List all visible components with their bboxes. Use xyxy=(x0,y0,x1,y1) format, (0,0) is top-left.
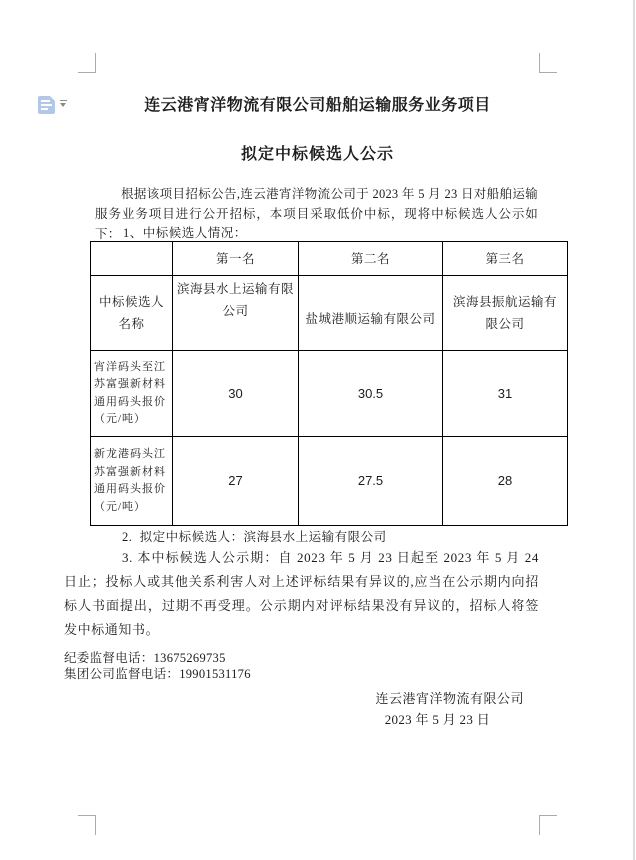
table-header-row xyxy=(91,242,568,276)
table-cell-price: 27.5 xyxy=(299,437,443,526)
table-cell-price: 31 xyxy=(443,351,568,437)
table-row-label: 宵洋码头至江苏富强新材料通用码头报价（元/吨） xyxy=(91,351,173,437)
table-row-price-xiaoyang xyxy=(91,351,568,437)
crop-mark-top-right xyxy=(539,53,557,73)
crop-mark-bottom-right xyxy=(539,815,557,835)
document-title: 连云港宵洋物流有限公司船舶运输服务业务项目 xyxy=(144,97,491,114)
list-item-2: 2. 拟定中标候选人：滨海县水上运输有限公司 xyxy=(122,530,387,544)
intro-paragraph: 根据该项目招标公告,连云港宵洋物流公司于 2023 年 5 月 23 日对船舶运输服务业务项目进行公开招标，本项目采取低价中标，现将中标候选人公示如下： xyxy=(95,187,538,241)
candidates-table xyxy=(90,241,568,526)
signature-company: 连云港宵洋物流有限公司 xyxy=(375,691,524,706)
table-cell-candidate-2: 盐城港顺运输有限公司 xyxy=(299,276,443,351)
paste-options-dropdown-arrow-icon[interactable] xyxy=(60,100,68,108)
crop-mark-bottom-left xyxy=(78,815,96,835)
table-cell-candidate-1: 滨海县水上运输有限公司 xyxy=(173,276,299,351)
table-cell-price: 30 xyxy=(173,351,299,437)
document-subtitle: 拟定中标候选人公示 xyxy=(240,146,394,163)
table-row-label: 中标候选人名称 xyxy=(91,276,173,351)
table-row-label: 新龙港码头江苏富强新材料通用码头报价（元/吨） xyxy=(91,437,173,526)
crop-mark-top-left xyxy=(78,53,96,73)
table-row-price-xinlonggang xyxy=(91,437,568,526)
table-cell-candidate-3: 滨海县振航运输有限公司 xyxy=(443,276,568,351)
notice-period-paragraph: 3. 本中标候选人公示期：自 2023 年 5 月 23 日起至 2023 年 5 月 24 日止；投标人或其他关系利害人对上述评标结果有异议的,应当在公示期内向招标人书面提出，过期不再受理。公示期内对评标结果没有异议的，招标人将签发中标通知书。 xyxy=(64,550,539,637)
signature-date: 2023 年 5 月 23 日 xyxy=(384,712,490,727)
table-row-candidate-names xyxy=(91,276,568,351)
discipline-phone-line: 纪委监督电话：13675269735 xyxy=(64,651,226,665)
table-cell-price: 27 xyxy=(173,437,299,526)
table-header-cell xyxy=(91,242,173,276)
window-edge-line xyxy=(633,0,635,860)
table-header-cell: 第一名 xyxy=(173,242,299,276)
table-header-cell: 第三名 xyxy=(443,242,568,276)
table-cell-price: 30.5 xyxy=(299,351,443,437)
table-cell-price: 28 xyxy=(443,437,568,526)
paste-options-icon[interactable] xyxy=(38,96,55,114)
table-header-cell: 第二名 xyxy=(299,242,443,276)
group-phone-line: 集团公司监督电话：19901531176 xyxy=(64,667,251,681)
page-fold-icon xyxy=(50,96,55,101)
list-item-1: 1、中标候选人情况： xyxy=(123,226,247,240)
